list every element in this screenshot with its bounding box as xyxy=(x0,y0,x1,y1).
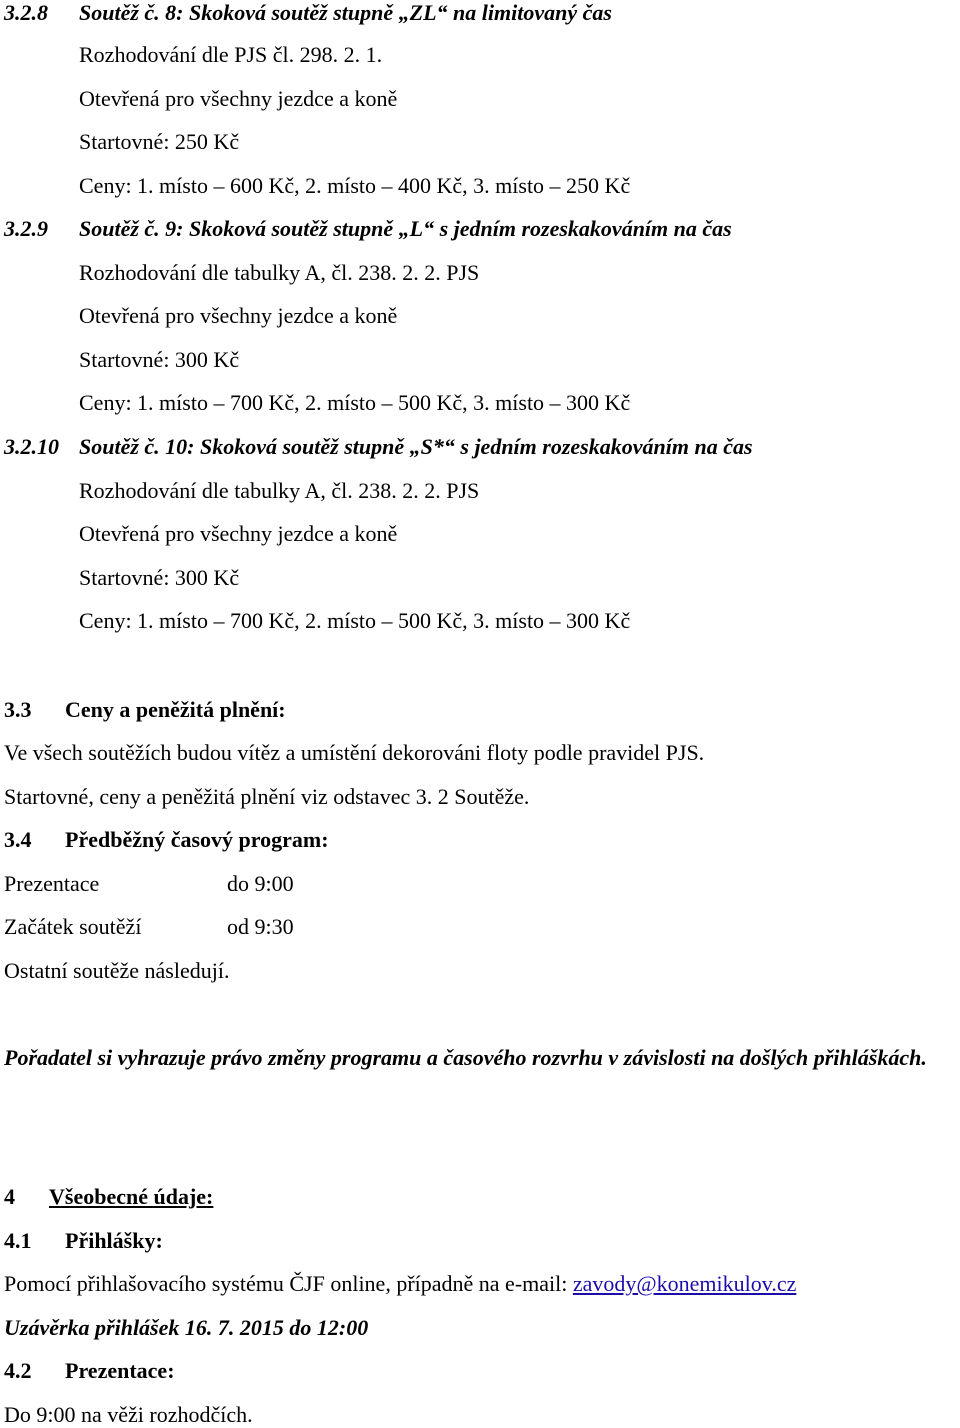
heading-4-2 xyxy=(4,1358,175,1384)
section-number: 3.3 xyxy=(4,697,32,722)
schedule-row xyxy=(4,914,294,940)
section-title: Ceny a peněžitá plnění: xyxy=(65,697,286,722)
rules-text: Rozhodování dle tabulky A, čl. 238. 2. 2. PJS xyxy=(79,478,480,503)
section-number: 3.2.9 xyxy=(4,216,48,241)
email-link[interactable]: zavody@konemikulov.cz xyxy=(572,1271,797,1296)
section-number: 3.4 xyxy=(4,827,32,852)
rules-text: Rozhodování dle tabulky A, čl. 238. 2. 2. PJS xyxy=(79,260,480,285)
fee-text: Startovné: 300 Kč xyxy=(79,347,240,372)
section-number: 4.1 xyxy=(4,1228,32,1253)
open-text: Otevřená pro všechny jezdce a koně xyxy=(79,86,398,111)
fee-text: Startovné: 300 Kč xyxy=(79,565,240,590)
heading-3-2-10 xyxy=(4,434,753,460)
prizes-text: Ceny: 1. místo – 700 Kč, 2. místo – 500 Kč, 3. místo – 300 Kč xyxy=(79,608,631,633)
section-title: Soutěž č. 9: Skoková soutěž stupně „L“ s jedním rozeskakováním na čas xyxy=(79,216,732,241)
schedule-label: Začátek soutěží xyxy=(4,914,142,939)
schedule-note: Ostatní soutěže následují. xyxy=(4,958,230,983)
fee-text: Startovné: 250 Kč xyxy=(79,129,240,154)
section-number: 4 xyxy=(4,1184,15,1209)
schedule-label: Prezentace xyxy=(4,871,100,896)
registration-text xyxy=(4,1271,796,1297)
heading-4 xyxy=(4,1184,213,1210)
heading-3-3 xyxy=(4,697,286,723)
paragraph: Startovné, ceny a peněžitá plnění viz odstavec 3. 2 Soutěže. xyxy=(4,784,530,809)
heading-3-2-9 xyxy=(4,216,732,242)
section-number: 3.2.8 xyxy=(4,0,48,25)
section-number: 4.2 xyxy=(4,1358,32,1383)
section-number: 3.2.10 xyxy=(4,434,59,459)
section-title: Přihlášky: xyxy=(65,1228,163,1253)
heading-3-4 xyxy=(4,827,329,853)
paragraph: Ve všech soutěžích budou vítěz a umístění dekorováni floty podle pravidel PJS. xyxy=(4,740,705,765)
section-title: Soutěž č. 10: Skoková soutěž stupně „S*“ s jedním rozeskakováním na čas xyxy=(79,434,753,459)
rules-text: Rozhodování dle PJS čl. 298. 2. 1. xyxy=(79,42,383,67)
section-title: Soutěž č. 8: Skoková soutěž stupně „ZL“ na limitovaný čas xyxy=(79,0,612,25)
schedule-value: do 9:00 xyxy=(227,871,294,896)
section-title: Prezentace: xyxy=(65,1358,175,1383)
heading-3-2-8 xyxy=(4,0,612,26)
presentation-text: Do 9:00 na věži rozhodčích. xyxy=(4,1402,253,1427)
registration-text-body: Pomocí přihlašovacího systému ČJF online, případně na e-mail: xyxy=(4,1271,573,1296)
heading-4-1 xyxy=(4,1228,163,1254)
open-text: Otevřená pro všechny jezdce a koně xyxy=(79,521,398,546)
schedule-row xyxy=(4,871,294,897)
prizes-text: Ceny: 1. místo – 700 Kč, 2. místo – 500 Kč, 3. místo – 300 Kč xyxy=(79,390,631,415)
disclaimer: Pořadatel si vyhrazuje právo změny programu a časového rozvrhu v závislosti na došlých přihláškách. xyxy=(4,1045,927,1070)
section-title: Všeobecné údaje: xyxy=(49,1184,214,1209)
registration-deadline: Uzávěrka přihlášek 16. 7. 2015 do 12:00 xyxy=(4,1315,369,1340)
section-title: Předběžný časový program: xyxy=(65,827,329,852)
open-text: Otevřená pro všechny jezdce a koně xyxy=(79,303,398,328)
prizes-text: Ceny: 1. místo – 600 Kč, 2. místo – 400 Kč, 3. místo – 250 Kč xyxy=(79,173,631,198)
schedule-value: od 9:30 xyxy=(227,914,294,939)
